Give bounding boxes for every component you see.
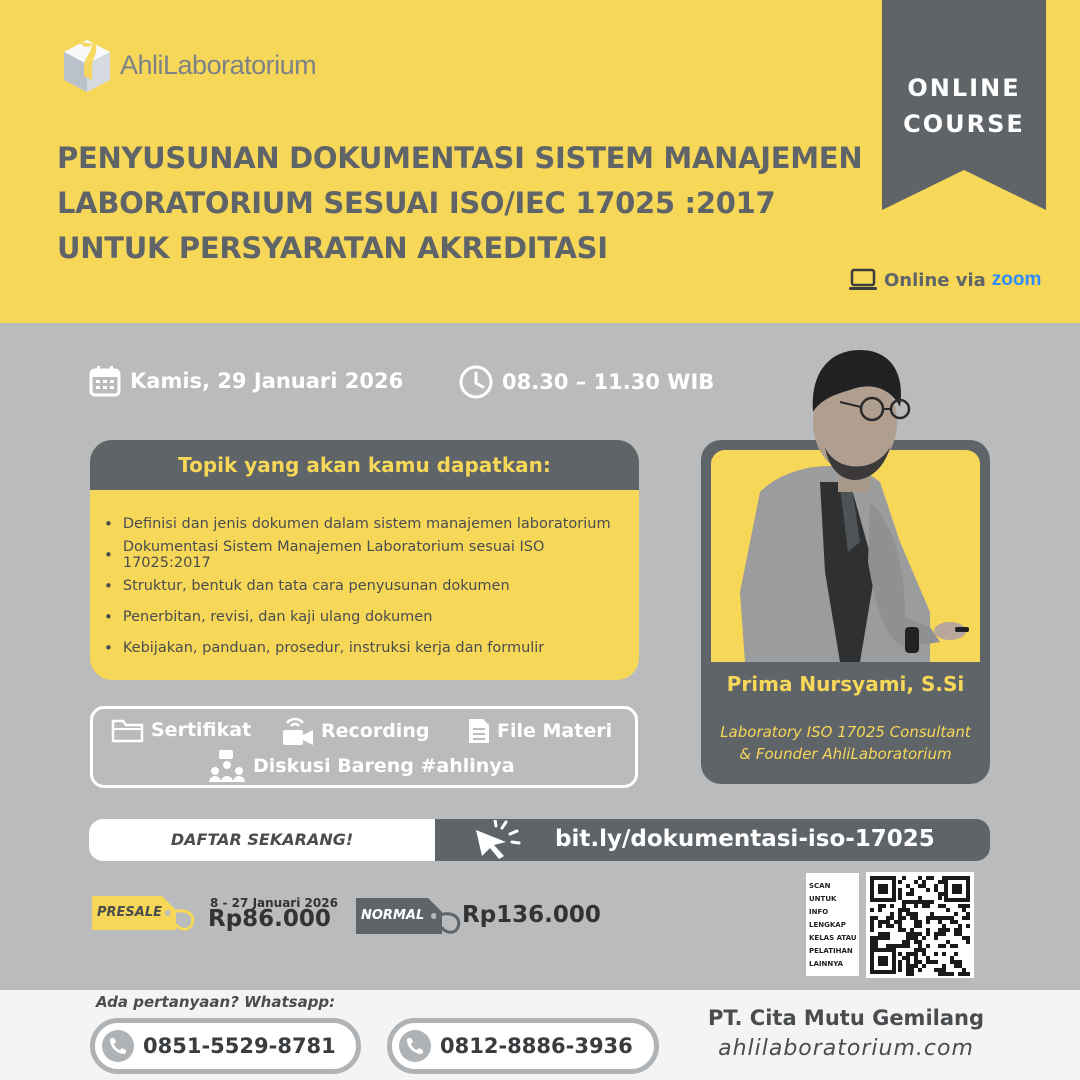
title-line-3: UNTUK PERSYARATAN AKREDITASI <box>57 231 608 265</box>
whatsapp-number-1[interactable] <box>90 1018 361 1074</box>
benefit-recording-label: Recording <box>321 720 430 742</box>
time-text: 08.30 – 11.30 WIB <box>502 370 715 394</box>
list-item: • Definisi dan jenis dokumen dalam sistem manajemen laboratorium <box>104 508 634 539</box>
list-item: • Penerbitan, revisi, dan kaji ulang dokumen <box>104 601 634 632</box>
qr-note-line: PELATIHAN <box>809 947 853 955</box>
qr-note-line: UNTUK <box>809 895 837 903</box>
benefit-certificate <box>111 717 251 743</box>
benefit-materials <box>467 717 612 745</box>
qr-note-line: INFO <box>809 908 829 916</box>
presale-tag: PRESALE <box>97 905 163 920</box>
phone-icon <box>101 1029 135 1063</box>
phone-number-2[interactable]: 0812-8886-3936 <box>440 1034 633 1058</box>
discussion-group-icon <box>207 749 247 783</box>
course-title <box>57 136 877 271</box>
clock-icon <box>458 364 494 400</box>
list-item: • Dokumentasi Sistem Manajemen Laboratorium sesuai ISO 17025:2017 <box>104 539 634 570</box>
topics-list <box>104 508 634 663</box>
benefit-discussion-label: Diskusi Bareng #ahlinya <box>253 755 515 777</box>
speaker-role <box>701 721 990 765</box>
whatsapp-number-2[interactable] <box>387 1018 659 1074</box>
ribbon-text <box>882 70 1046 142</box>
topics-heading: Topik yang akan kamu dapatkan: <box>90 440 639 490</box>
speaker-name: Prima Nursyami, S.Si <box>726 672 965 696</box>
ribbon-line-2: COURSE <box>903 110 1025 138</box>
normal-tag: NORMAL <box>361 908 425 923</box>
brand-name: AhliLaboratorium <box>120 50 317 80</box>
qr-note-line: SCAN <box>809 882 831 890</box>
company-name: PT. Cita Mutu Gemilang <box>707 1006 984 1030</box>
course-time <box>458 364 714 400</box>
zoom-wordmark: zoom <box>991 269 1042 290</box>
benefit-materials-label: File Materi <box>497 720 613 742</box>
brand-logo[interactable] <box>62 36 317 98</box>
qr-note-line: LENGKAP <box>809 921 846 929</box>
benefits-box <box>90 706 638 788</box>
speaker-role-line-1: Laboratory ISO 17025 Consultant <box>720 723 971 741</box>
list-item: • Struktur, bentuk dan tata cara penyusunan dokumen <box>104 570 634 601</box>
delivery-method <box>848 265 1041 295</box>
normal-price: Rp136.000 <box>462 902 601 928</box>
list-item: • Kebijakan, panduan, prosedur, instruksi kerja dan formulir <box>104 632 634 663</box>
presale-price: Rp86.000 <box>208 906 331 932</box>
title-line-2: LABORATORIUM SESUAI ISO/IEC 17025 :2017 <box>57 186 776 220</box>
document-icon <box>467 717 491 745</box>
date-text: Kamis, 29 Januari 2026 <box>130 369 404 393</box>
calendar-icon <box>88 364 122 398</box>
registration-link[interactable]: bit.ly/dokumentasi-iso-17025 <box>555 826 935 852</box>
phone-number-1[interactable]: 0851-5529-8781 <box>143 1034 336 1058</box>
qr-note-line: KELAS ATAU <box>809 934 857 942</box>
title-line-1: PENYUSUNAN DOKUMENTASI SISTEM MANAJEMEN <box>57 141 863 175</box>
qr-note-line: LAINNYA <box>809 960 844 968</box>
laptop-icon <box>848 268 878 292</box>
presale-period: 8 - 27 Januari 2026 <box>210 896 338 910</box>
ribbon-line-1: ONLINE <box>907 74 1021 102</box>
speaker-photo <box>700 342 990 662</box>
register-cta-text[interactable]: DAFTAR SEKARANG! <box>170 830 354 849</box>
phone-icon <box>398 1029 432 1063</box>
folder-icon <box>111 717 145 743</box>
cursor-click-icon <box>470 820 524 860</box>
topics-card <box>90 440 639 680</box>
delivery-label: Online via <box>884 269 986 291</box>
speaker-role-line-2: & Founder AhliLaboratorium <box>739 745 952 763</box>
course-date <box>88 364 403 398</box>
qr-code[interactable] <box>866 872 974 978</box>
benefit-discussion <box>207 749 515 783</box>
qr-instruction <box>806 873 859 976</box>
benefit-recording <box>281 715 429 747</box>
contact-question: Ada pertanyaan? Whatsapp: <box>96 993 336 1011</box>
website-link[interactable]: ahlilaboratorium.com <box>718 1036 974 1061</box>
benefit-certificate-label: Sertifikat <box>151 719 252 741</box>
video-camera-icon <box>281 715 315 747</box>
cube-logo-icon <box>62 36 112 96</box>
